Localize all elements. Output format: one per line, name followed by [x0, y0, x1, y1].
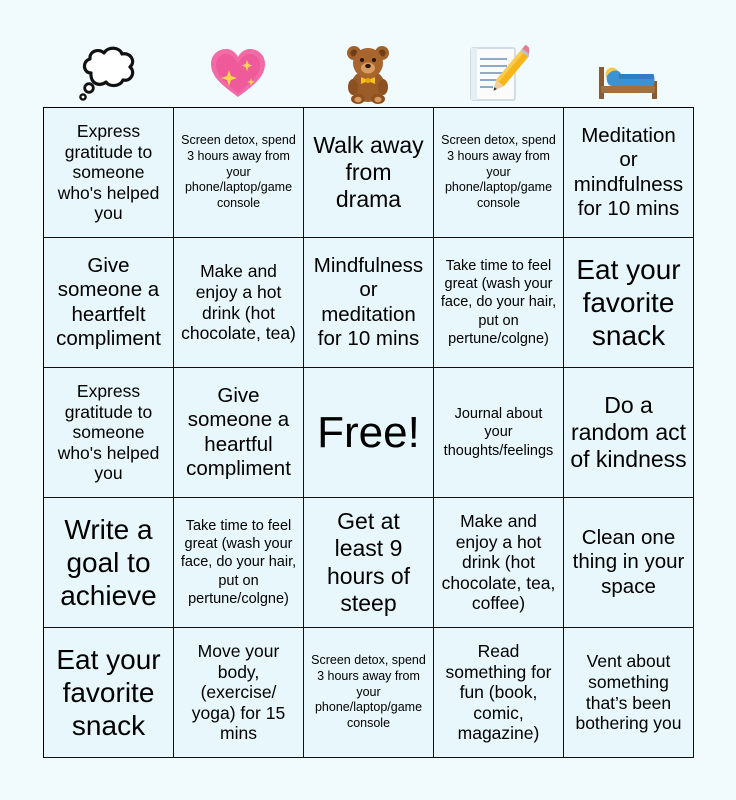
bingo-cell[interactable]: [564, 498, 694, 628]
bingo-cell[interactable]: [44, 238, 174, 368]
bingo-cell[interactable]: [304, 628, 434, 758]
bingo-cell[interactable]: [174, 498, 304, 628]
bingo-board: [43, 107, 694, 758]
cell-text: Screen detox, spend 3 hours away from your phone/laptop/game console: [311, 653, 426, 730]
bingo-cell[interactable]: [434, 368, 564, 498]
cell-text: Make and enjoy a hot drink (hot chocolate, tea, coffee): [441, 510, 556, 614]
bingo-cell[interactable]: [44, 628, 174, 758]
bingo-cell[interactable]: [174, 368, 304, 498]
cell-text: Give someone a heartfelt compliment: [56, 254, 161, 350]
cell-text: Express gratitude to someone who's helped you: [57, 120, 160, 224]
free-space-text: Free!: [317, 407, 420, 457]
cell-text: Vent about something that’s been bothering you: [575, 651, 682, 734]
bingo-cell[interactable]: [174, 238, 304, 368]
bingo-cell[interactable]: [564, 238, 694, 368]
cell-text: Screen detox, spend 3 hours away from your phone/laptop/game console: [181, 133, 296, 210]
cell-text: Meditation or mindfulness for 10 mins: [573, 124, 684, 220]
bingo-cell[interactable]: [564, 368, 694, 498]
cell-text: Give someone a heartful compliment: [186, 384, 291, 480]
bingo-header: [43, 40, 693, 108]
cell-text: Screen detox, spend 3 hours away from your phone/laptop/game console: [441, 133, 556, 210]
bingo-cell[interactable]: [434, 108, 564, 238]
cell-text: Get at least 9 hours of steep: [326, 508, 411, 616]
memo-pencil-icon: [467, 43, 529, 105]
cell-text: Move your body, (exercise/ yoga) for 15 mins: [191, 640, 286, 744]
bingo-cell[interactable]: [174, 108, 304, 238]
bingo-cell[interactable]: [174, 628, 304, 758]
cell-text: Mindfulness or meditation for 10 mins: [313, 254, 424, 350]
header-cell-2: [173, 40, 303, 108]
sparkling-heart-icon: [207, 43, 269, 105]
cell-text: Read something for fun (book, comic, magazine): [445, 640, 552, 744]
free-space-cell[interactable]: [304, 368, 434, 498]
header-cell-1: [43, 40, 173, 108]
cell-text: Write a goal to achieve: [60, 513, 157, 612]
bingo-cell[interactable]: [304, 238, 434, 368]
bingo-cell[interactable]: [564, 628, 694, 758]
cell-text: Express gratitude to someone who's helped you: [57, 380, 160, 484]
bingo-cell[interactable]: [564, 108, 694, 238]
cell-text: Journal about your thoughts/feelings: [443, 406, 554, 459]
cell-text: Clean one thing in your space: [572, 526, 685, 598]
cell-text: Take time to feel great (wash your face, do your hair, put on pertune/colgne): [180, 518, 297, 607]
person-in-bed-icon: [597, 43, 659, 105]
header-cell-5: [563, 40, 693, 108]
cell-text: Eat your favorite snack: [56, 643, 161, 742]
cell-text: Make and enjoy a hot drink (hot chocolate, tea): [181, 261, 296, 344]
bingo-cell[interactable]: [304, 108, 434, 238]
bingo-cell[interactable]: [434, 238, 564, 368]
teddy-bear-icon: [337, 43, 399, 105]
cell-text: Do a random act of kindness: [570, 391, 687, 473]
header-cell-4: [433, 40, 563, 108]
cell-text: Take time to feel great (wash your face, do your hair, put on pertune/colgne): [440, 258, 557, 347]
bingo-cell[interactable]: [434, 498, 564, 628]
bingo-cell[interactable]: [44, 108, 174, 238]
bingo-cell[interactable]: [434, 628, 564, 758]
cell-text: Eat your favorite snack: [576, 253, 681, 352]
thought-bubble-icon: [77, 43, 139, 105]
header-cell-3: [303, 40, 433, 108]
bingo-cell[interactable]: [304, 498, 434, 628]
cell-text: Walk away from drama: [313, 131, 424, 213]
bingo-cell[interactable]: [44, 498, 174, 628]
bingo-cell[interactable]: [44, 368, 174, 498]
